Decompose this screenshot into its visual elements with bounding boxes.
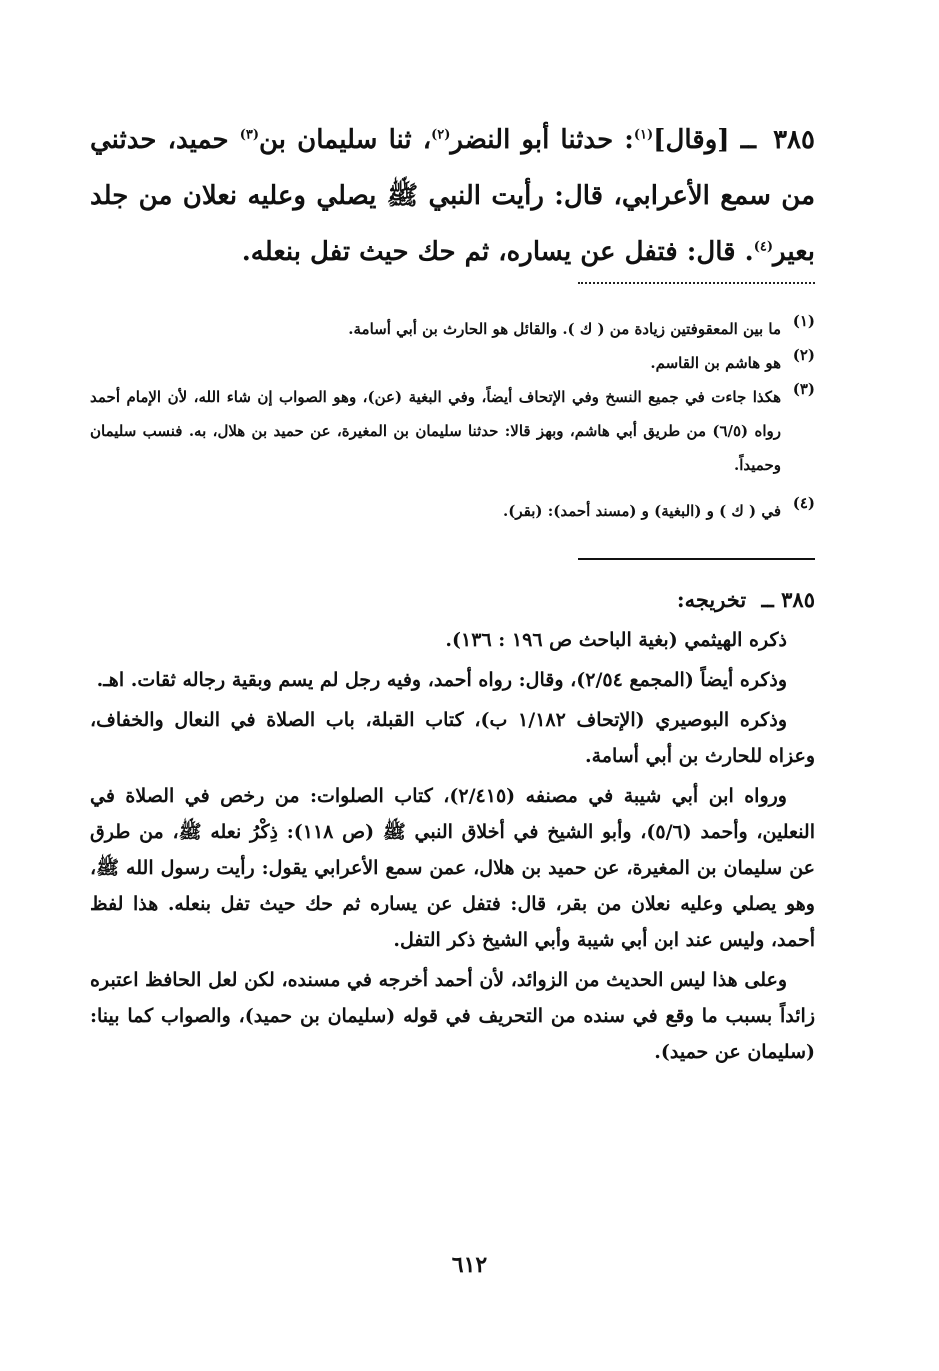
takhrij-heading: [90, 582, 815, 618]
takhrij-paragraph: وذكره أيضاً (المجمع ٢/٥٤)، وقال: رواه أحمد، وفيه رجل لم يسم وبقية رجاله ثقات. اهـ.: [96, 669, 787, 691]
page-number: ٦١٢: [451, 1252, 488, 1278]
hadith-dash: ــ: [740, 125, 756, 155]
footnote: [90, 494, 815, 528]
takhrij-number: ٣٨٥: [781, 587, 815, 612]
footnote-number: (٤): [792, 494, 815, 512]
hadith-part-1: : حدثنا أبو النضر: [450, 125, 634, 155]
hadith-number: ٣٨٥: [773, 125, 815, 155]
footnote: [90, 312, 815, 346]
hadith-part-4: . قال: فتفل عن يساره، ثم حك حيث تفل بنعله.: [241, 237, 754, 267]
footnote-number: (١): [792, 312, 815, 330]
footnote-ref-4: (٤): [753, 239, 774, 255]
hadith-bracket: [وقال]: [653, 125, 730, 155]
footnote-separator: [578, 282, 815, 290]
takhrij-paragraph: وذكره البوصيري (الإتحاف ١/١٨٢ ب)، كتاب القبلة، باب الصلاة في النعال والخفاف، وعزاه للحارث بن أبي أسامة.: [90, 709, 815, 767]
footnote-ref-3: (٣): [239, 127, 260, 143]
section-divider: [578, 558, 815, 560]
hadith-part-2: ، ثنا سليمان بن: [259, 125, 432, 155]
footnote-ref-2: (٢): [431, 127, 451, 143]
footnote: [90, 380, 815, 482]
takhrij-paragraph: وعلى هذا ليس الحديث من الزوائد، لأن أحمد أخرجه في مسنده، لكن لعل الحافظ اعتبره زائداً بسبب ما وقع في سنده من التحريف في قوله (سليمان بن حميد)، والصواب كما بينا: (سليمان عن حميد).: [90, 969, 815, 1063]
takhrij-body: [90, 622, 815, 1074]
takhrij-title: تخريجه:: [676, 587, 747, 612]
footnote: [90, 346, 815, 380]
hadith-text: [90, 112, 815, 280]
footnote-number: (٣): [792, 380, 815, 398]
footnote-text: ما بين المعقوفتين زيادة من ( ك ). والقائل هو الحارث بن أبي أسامة.: [348, 320, 781, 338]
takhrij-dash: ــ: [761, 587, 774, 612]
takhrij-paragraph: ورواه ابن أبي شيبة في مصنفه (٢/٤١٥)، كتاب الصلوات: من رخص في الصلاة في النعلين، وأحمد (٥/٦)، وأبو الشيخ في أخلاق النبي ﷺ (ص ١١٨): ذِكْرُ نعله ﷺ، من طرق عن سليمان بن المغيرة، عن حميد بن هلال، عمن سمع الأعرابي يقول: رأيت رسول الله ﷺ، وهو يصلي وعليه نعلان من بقر، قال: فتفل عن يساره ثم حك حيث تفل بنعله. هذا لفظ أحمد، وليس عند ابن أبي شيبة وأبي الشيخ ذكر التفل.: [90, 785, 816, 951]
footnote-text: هكذا جاءت في جميع النسخ وفي الإتحاف أيضاً، وفي البغية (عن)، وهو الصواب إن شاء الله، لأن الإمام أحمد رواه (٦/٥) من طريق أبي هاشم، وبهز قالا: حدثنا سليمان بن المغيرة، عن حميد بن هلال، به. فنسب سليمان وحميداً.: [90, 388, 781, 474]
footnote-text: هو هاشم بن القاسم.: [650, 354, 781, 372]
takhrij-paragraph: ذكره الهيثمي (بغية الباحث ص ١٩٦ : ١٣٦).: [445, 629, 787, 651]
hadith-part-3: حميد، حدثني من سمع الأعرابي، قال: رأيت النبي ﷺ يصلي وعليه نعلان من جلد بعير: [90, 125, 815, 267]
footnote-ref-1: (١): [633, 127, 654, 143]
footnote-number: (٢): [792, 346, 815, 364]
footnote-text: في ( ك ) و (البغية) و (مسند أحمد): (بقر).: [503, 502, 781, 520]
